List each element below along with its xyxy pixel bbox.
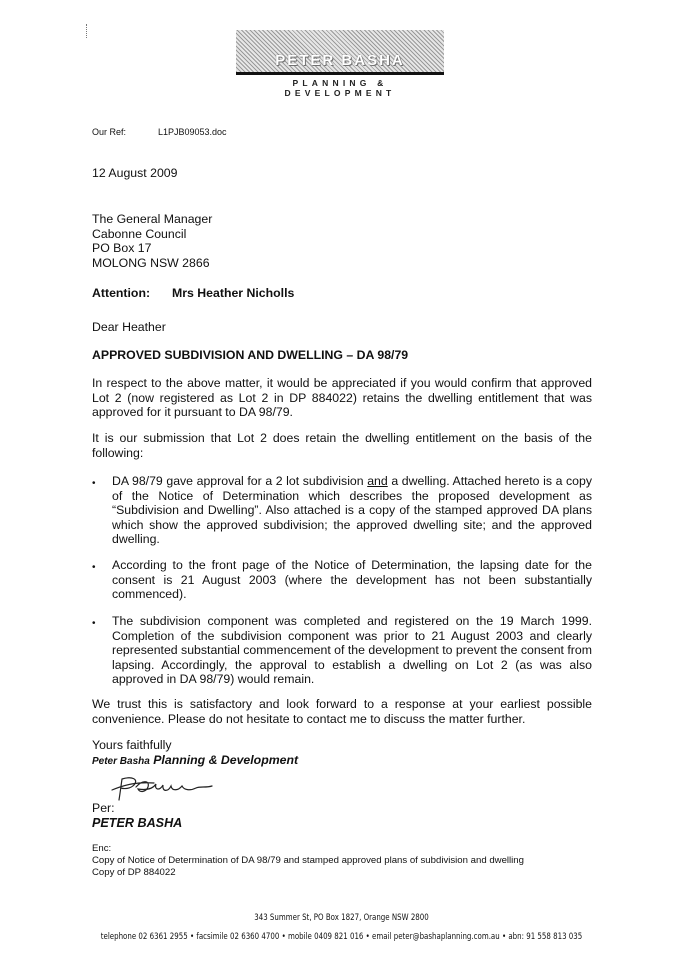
footer-address: 343 Summer St, PO Box 1827, Orange NSW 2800	[254, 913, 429, 923]
firm-name-large: Planning & Development	[153, 753, 299, 767]
bullet-item: According to the front page of the Notice of Determination, the lapsing date for the consent is 21 August 2003 (where the development has not been substantially commenced).	[112, 558, 592, 601]
paragraph: We trust this is satisfactory and look forward to a response at your earliest possible convenience. Please do not hesitate to contact me to discuss the matter further.	[92, 697, 592, 726]
enclosure-label: Enc:	[92, 843, 112, 854]
signatory-name: PETER BASHA	[92, 816, 183, 830]
enclosure-item: Copy of DP 884022	[92, 867, 176, 878]
recipient-line: Cabonne Council	[92, 226, 187, 241]
letterhead-name: PETER BASHA	[275, 52, 405, 69]
letter-date: 12 August 2009	[92, 166, 178, 180]
bullet-marker: •	[92, 618, 96, 629]
salutation: Dear Heather	[92, 320, 166, 334]
per-label: Per:	[92, 801, 115, 815]
bullet-underlined-word: and	[367, 474, 388, 488]
firm-name	[92, 753, 298, 770]
attention-label: Attention:	[92, 286, 151, 300]
valediction: Yours faithfully	[92, 738, 172, 752]
reference-label: Our Ref:	[92, 127, 127, 137]
bullet-item	[112, 474, 592, 547]
paragraph: It is our submission that Lot 2 does retain the dwelling entitlement on the basis of the following:	[92, 431, 592, 460]
paragraph: In respect to the above matter, it would be appreciated if you would confirm that approved Lot 2 (now registered as Lot 2 in DP 884022) retains the dwelling entitlement that was approved for it pursuant to DA 98/79.	[92, 376, 592, 419]
recipient-line: PO Box 17	[92, 241, 152, 255]
firm-name-small: Peter Basha	[92, 756, 150, 767]
bullet-item: The subdivision component was completed and registered on the 19 March 1999. Completion of the subdivision component was prior to 21 August 2003 and clearly represented substantial commencement of the development to prevent the consent from lapsing. Accordingly, the approval to establish a dwelling on Lot 2 (as was also approved in DA 98/79) would remain.	[112, 614, 592, 686]
signature	[108, 770, 218, 804]
attention-name: Mrs Heather Nicholls	[172, 286, 295, 300]
bullet-marker: •	[92, 478, 96, 489]
enclosure-item: Copy of Notice of Determination of DA 98/79 and stamped approved plans of subdivision and dwelling	[92, 855, 524, 866]
letterhead-subtitle: PLANNING & DEVELOPMENT	[284, 78, 396, 98]
recipient-line: The General Manager	[92, 212, 213, 226]
bullet-text-part: DA 98/79 gave approval for a 2 lot subdivision	[112, 474, 368, 488]
subject-line: APPROVED SUBDIVISION AND DWELLING – DA 98/79	[92, 348, 409, 362]
footer-contact: telephone 02 6361 2955 • facsimile 02 6360 4700 • mobile 0409 821 016 • email peter@bashaplanning.com.au • abn: 91 558 813 035	[100, 932, 583, 942]
bullet-marker: •	[92, 562, 96, 573]
recipient-line: MOLONG NSW 2866	[92, 255, 210, 270]
recipient-address	[92, 212, 212, 270]
bullet-text-part: a dwelling. Attached hereto is a copy of the Notice of Determination which describes the proposed development as “Subdivision and Dwelling”. Also attached is a copy of the stamped approved DA plans which show the approved subdivision; the approved dwelling site; and the approved dwelling.	[112, 474, 592, 546]
margin-mark	[86, 24, 88, 38]
reference-value: L1PJB09053.doc	[158, 127, 227, 137]
